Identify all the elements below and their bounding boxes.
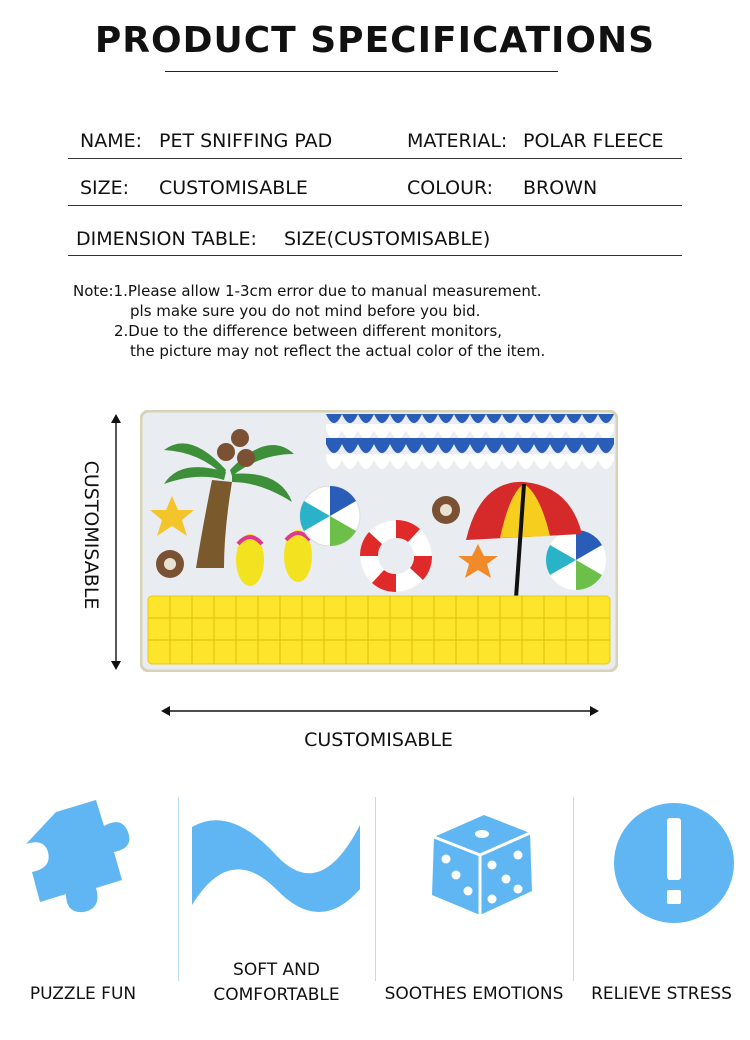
feature-label-soft-comfortable	[178, 958, 375, 1008]
note-line: pls make sure you do not mind before you bid.	[130, 302, 481, 320]
vertical-dimension-text: CUSTOMISABLE	[80, 460, 102, 610]
feature-divider	[573, 797, 574, 981]
feature-label-puzzle-fun: PUZZLE FUN	[29, 984, 137, 1004]
spec-name-label: NAME:	[80, 130, 143, 152]
vertical-dimension-arrow	[108, 414, 124, 670]
dice-icon	[428, 809, 534, 919]
feature-divider	[178, 797, 179, 981]
horizontal-dimension-label: CUSTOMISABLE	[304, 729, 453, 751]
sniffing-mat-image	[140, 410, 618, 672]
spec-material-label: MATERIAL:	[407, 130, 508, 152]
spec-name-value: PET SNIFFING PAD	[159, 130, 333, 152]
puzzle-piece-icon	[26, 796, 150, 920]
title-underline	[165, 71, 558, 72]
notes-block	[73, 281, 545, 361]
spec-dimension-value: SIZE(CUSTOMISABLE)	[284, 228, 491, 250]
page-title: PRODUCT SPECIFICATIONS	[94, 20, 656, 61]
spec-size-value: CUSTOMISABLE	[159, 177, 308, 199]
spec-colour-label: COLOUR:	[407, 177, 494, 199]
spec-material-value: POLAR FLEECE	[523, 130, 664, 152]
spec-row-divider	[68, 158, 682, 159]
note-line: the picture may not reflect the actual color of the item.	[130, 342, 546, 360]
vertical-dimension-label	[80, 455, 102, 615]
feature-label-line: COMFORTABLE	[213, 985, 340, 1005]
wave-icon	[190, 815, 362, 915]
sand-fringe	[148, 596, 610, 664]
note-line: Note:1.Please allow 1-3cm error due to manual measurement.	[73, 282, 542, 300]
feature-label-line: SOFT AND	[233, 960, 320, 980]
note-line: 2.Due to the difference between different monitors,	[114, 322, 503, 340]
spec-row-divider	[68, 255, 682, 256]
horizontal-dimension-arrow	[161, 703, 599, 719]
feature-divider	[375, 797, 376, 981]
feature-label-relieve-stress: RELIEVE STRESS	[591, 984, 732, 1004]
spec-row-divider	[68, 205, 682, 206]
feature-label-soothes-emotions: SOOTHES EMOTIONS	[384, 984, 564, 1004]
exclamation-icon	[613, 802, 735, 924]
spec-size-label: SIZE:	[80, 177, 130, 199]
spec-colour-value: BROWN	[523, 177, 598, 199]
spec-dimension-label: DIMENSION TABLE:	[76, 228, 257, 250]
